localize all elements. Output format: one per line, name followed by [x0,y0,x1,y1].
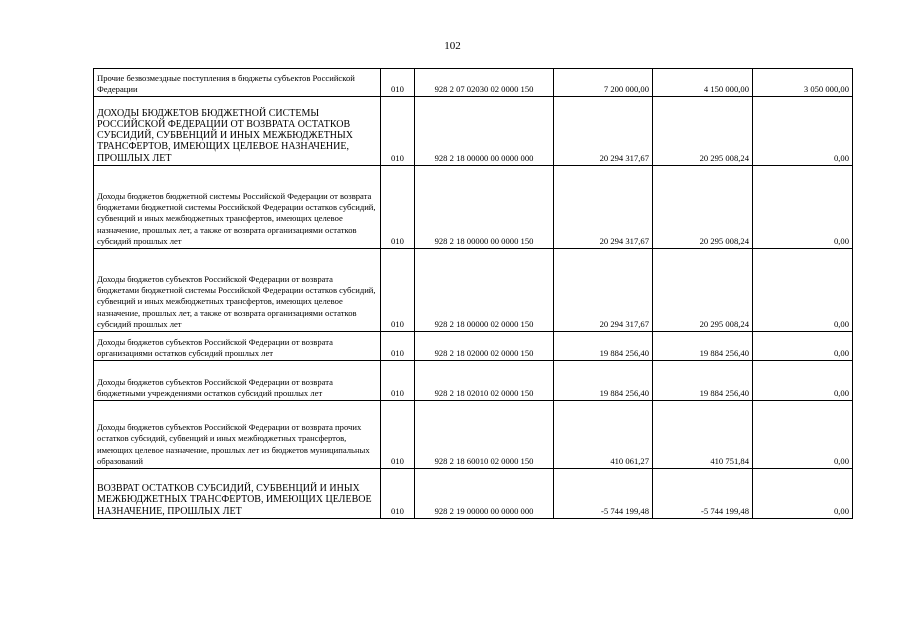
budget-code-cell: 928 2 18 02010 02 0000 150 [415,361,554,401]
admin-code-cell: 010 [381,361,415,401]
row-name-cell: ДОХОДЫ БЮДЖЕТОВ БЮДЖЕТНОЙ СИСТЕМЫ РОССИЙСКОЙ ФЕДЕРАЦИИ ОТ ВОЗВРАТА ОСТАТКОВ СУБСИДИЙ, СУБВЕНЦИЙ И ИНЫХ МЕЖБЮДЖЕТНЫХ ТРАНСФЕРТОВ, ИМЕЮЩИХ ЦЕЛЕВОЕ НАЗНАЧЕНИЕ, ПРОШЛЫХ ЛЕТ [94,97,381,166]
amount-2-cell: 20 295 008,24 [653,249,753,332]
amount-2-cell: 4 150 000,00 [653,69,753,97]
budget-code-cell: 928 2 07 02030 02 0000 150 [415,69,554,97]
admin-code-cell: 010 [381,401,415,469]
amount-3-cell: 0,00 [753,469,853,519]
row-name-cell: Доходы бюджетов субъектов Российской Федерации от возврата бюджетами бюджетной системы Российской Федерации остатков субсидий, субвенций и иных межбюджетных трансфертов, имеющих целевое назначение, прошлых лет, а также от возврата организациями остатков субсидий прошлых лет [94,249,381,332]
budget-code-cell: 928 2 18 02000 02 0000 150 [415,332,554,361]
budget-code-cell: 928 2 19 00000 00 0000 000 [415,469,554,519]
amount-2-cell: 19 884 256,40 [653,361,753,401]
table-row [94,469,853,519]
amount-3-cell: 3 050 000,00 [753,69,853,97]
table-row [94,361,853,401]
amount-3-cell: 0,00 [753,166,853,249]
table-row [94,401,853,469]
row-name-cell: Доходы бюджетов субъектов Российской Федерации от возврата организациями остатков субсидий прошлых лет [94,332,381,361]
amount-2-cell: -5 744 199,48 [653,469,753,519]
admin-code-cell: 010 [381,332,415,361]
budget-code-cell: 928 2 18 00000 00 0000 000 [415,97,554,166]
row-name-cell: Доходы бюджетов субъектов Российской Федерации от возврата бюджетными учреждениями остатков субсидий прошлых лет [94,361,381,401]
budget-code-cell: 928 2 18 60010 02 0000 150 [415,401,554,469]
amount-2-cell: 19 884 256,40 [653,332,753,361]
amount-1-cell: 20 294 317,67 [554,166,653,249]
table-row [94,332,853,361]
amount-2-cell: 20 295 008,24 [653,166,753,249]
amount-2-cell: 410 751,84 [653,401,753,469]
amount-1-cell: 20 294 317,67 [554,97,653,166]
table-row [94,166,853,249]
page-number: 102 [444,40,461,52]
table-row [94,69,853,97]
amount-3-cell: 0,00 [753,249,853,332]
amount-3-cell: 0,00 [753,332,853,361]
row-name-cell: Прочие безвозмездные поступления в бюджеты субъектов Российской Федерации [94,69,381,97]
amount-1-cell: 7 200 000,00 [554,69,653,97]
amount-2-cell: 20 295 008,24 [653,97,753,166]
amount-3-cell: 0,00 [753,361,853,401]
admin-code-cell: 010 [381,249,415,332]
row-name-cell: Доходы бюджетов бюджетной системы Российской Федерации от возврата бюджетами бюджетной системы Российской Федерации остатков субсидий, субвенций и иных межбюджетных трансфертов, имеющих целевое назначение, прошлых лет, а также от возврата организациями остатков субсидий прошлых лет [94,166,381,249]
admin-code-cell: 010 [381,69,415,97]
row-name-cell: ВОЗВРАТ ОСТАТКОВ СУБСИДИЙ, СУБВЕНЦИЙ И ИНЫХ МЕЖБЮДЖЕТНЫХ ТРАНСФЕРТОВ, ИМЕЮЩИХ ЦЕЛЕВОЕ НАЗНАЧЕНИЕ, ПРОШЛЫХ ЛЕТ [94,469,381,519]
amount-1-cell: 20 294 317,67 [554,249,653,332]
row-name-cell: Доходы бюджетов субъектов Российской Федерации от возврата прочих остатков субсидий, субвенций и иных межбюджетных трансфертов, имеющих целевое назначение, прошлых лет из бюджетов муниципальных образований [94,401,381,469]
budget-code-cell: 928 2 18 00000 00 0000 150 [415,166,554,249]
table-body [94,69,853,519]
amount-3-cell: 0,00 [753,97,853,166]
table-row [94,249,853,332]
amount-3-cell: 0,00 [753,401,853,469]
table-row [94,97,853,166]
amount-1-cell: -5 744 199,48 [554,469,653,519]
amount-1-cell: 19 884 256,40 [554,361,653,401]
admin-code-cell: 010 [381,469,415,519]
amount-1-cell: 19 884 256,40 [554,332,653,361]
admin-code-cell: 010 [381,166,415,249]
budget-revenue-table [93,68,853,519]
admin-code-cell: 010 [381,97,415,166]
amount-1-cell: 410 061,27 [554,401,653,469]
budget-code-cell: 928 2 18 00000 02 0000 150 [415,249,554,332]
